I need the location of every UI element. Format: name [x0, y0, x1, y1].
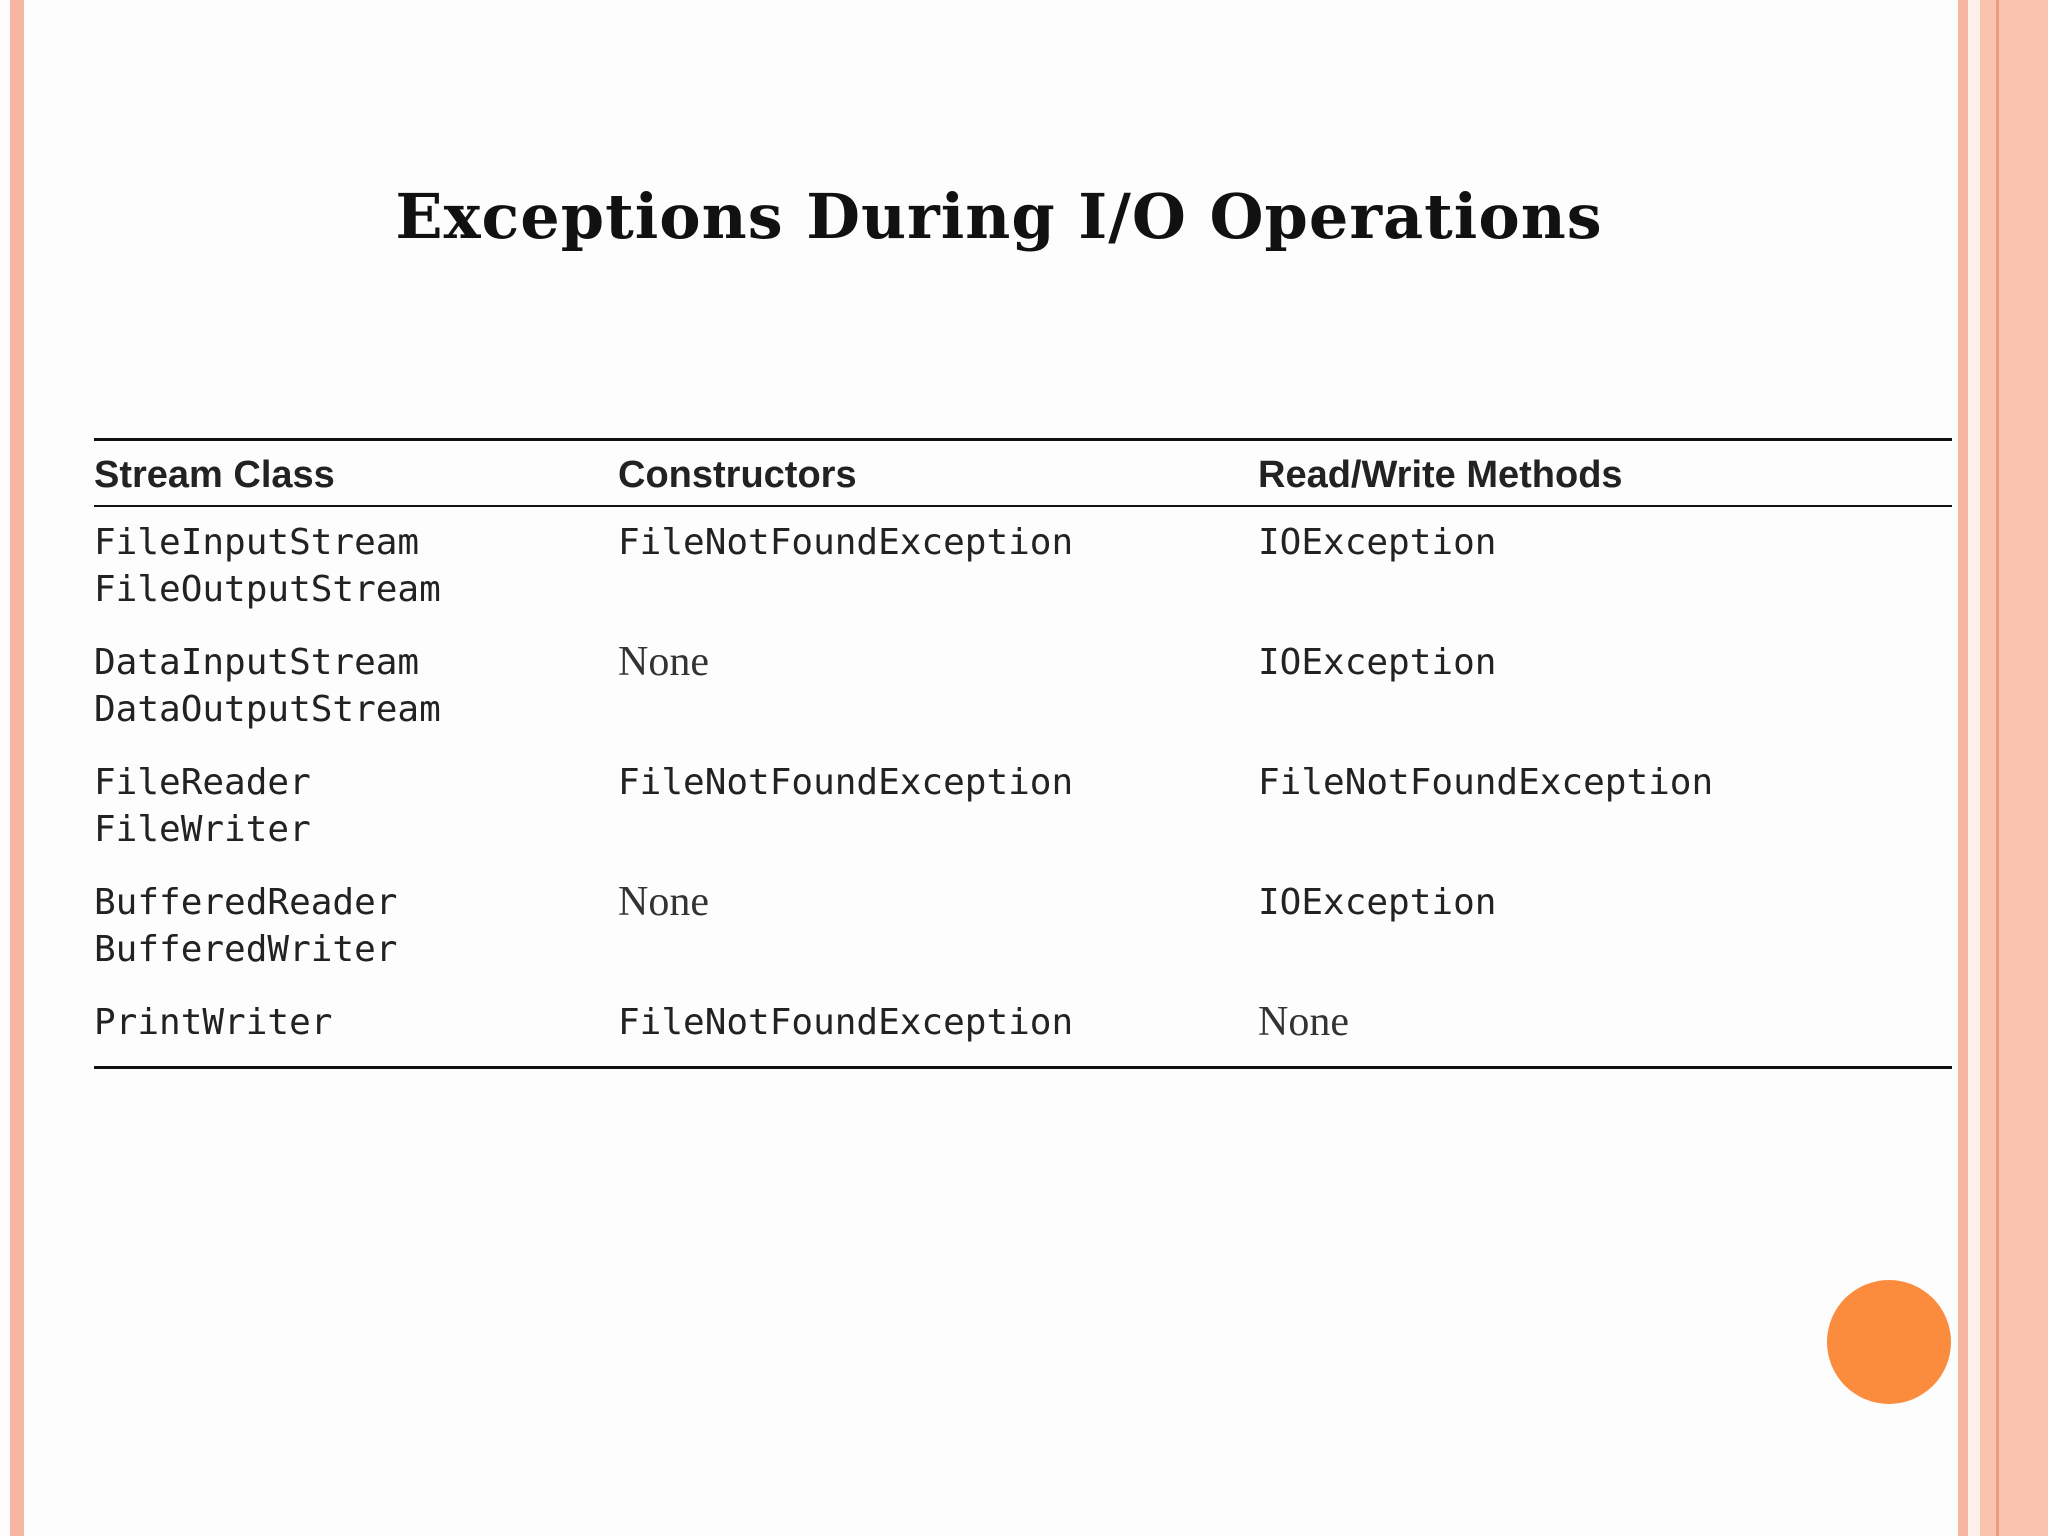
cell-stream-class [94, 879, 618, 973]
stream-class-name: FileInputStream [94, 522, 420, 563]
stream-class-name: DataOutputStream [94, 689, 441, 730]
cell-constructors: FileNotFoundException [618, 762, 1074, 803]
cell-read-write: FileNotFoundException [1258, 762, 1714, 803]
exceptions-table [94, 438, 1952, 1069]
stream-class-name: DataInputStream [94, 642, 420, 683]
header-constructors: Constructors [618, 453, 857, 496]
table-row [94, 987, 1952, 1066]
slide-title: Exceptions During I/O Operations [395, 180, 1603, 253]
cell-constructors: FileNotFoundException [618, 1002, 1074, 1043]
cell-constructors: None [618, 639, 709, 685]
cell-stream-class [94, 519, 618, 613]
stream-class-name: FileOutputStream [94, 569, 441, 610]
cell-stream-class [94, 639, 618, 733]
cell-constructors: FileNotFoundException [618, 522, 1074, 563]
table-row [94, 747, 1952, 867]
cell-stream-class [94, 759, 618, 853]
cell-read-write: IOException [1258, 522, 1497, 563]
stream-class-name: FileWriter [94, 809, 311, 850]
header-read-write-methods: Read/Write Methods [1258, 453, 1623, 496]
cell-read-write: IOException [1258, 642, 1497, 683]
stream-class-name: FileReader [94, 762, 311, 803]
table-row [94, 867, 1952, 987]
stream-class-name: PrintWriter [94, 1002, 333, 1043]
table-header-row [94, 441, 1952, 507]
cell-read-write: None [1258, 999, 1349, 1045]
table-row [94, 627, 1952, 747]
table-row [94, 507, 1952, 627]
cell-read-write: IOException [1258, 882, 1497, 923]
cell-stream-class [94, 999, 618, 1046]
orange-circle-decoration [1827, 1280, 1951, 1404]
stream-class-name: BufferedWriter [94, 929, 398, 970]
header-stream-class: Stream Class [94, 453, 335, 496]
stream-class-name: BufferedReader [94, 882, 398, 923]
cell-constructors: None [618, 879, 709, 925]
